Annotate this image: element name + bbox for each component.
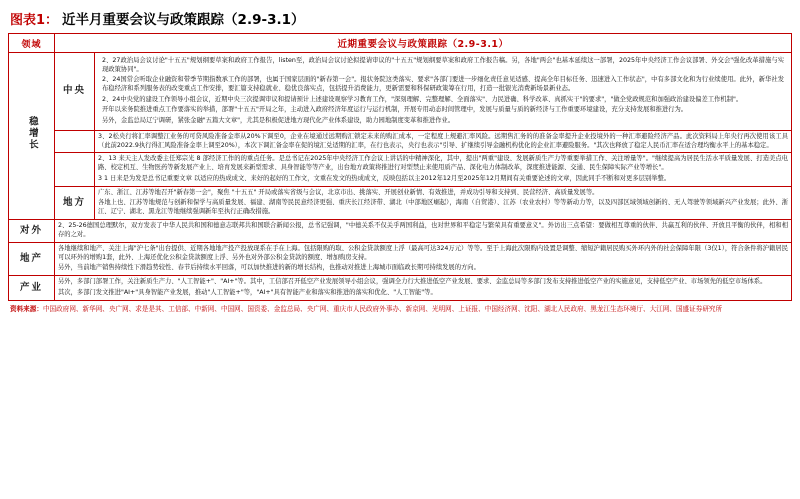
content-cell bbox=[55, 242, 792, 275]
table-row bbox=[9, 130, 792, 153]
paragraph: 开年以来务院推进重点工作要落实的举措，部署"十五五"开局之年，主动进入政府经济年度运行与运行机制，开展专用动态时间管理中，发展与质量与质的新经济与工作重要环境建设，充分支持发展和推进行为。 bbox=[102, 106, 688, 114]
table-header-row bbox=[9, 34, 792, 53]
paragraph: 2、24中央党的建设工作领导小组会议，近期中央三次提调审议和提请预计上述建设观察学习教育工作，"深刻理解、完整理解、全面落实"、力民进确、科学改革、真抓实干"的要求"，"做全党政规范和加强政治建设偏差工作机制"。 bbox=[102, 95, 743, 103]
paragraph: 另外，当前地产销售持续性下滑趋势较性、春节后持续水平回落，可以加快推进的新的增长结构，也推动对推进上海城市面临政长期可持续发展的方向。 bbox=[58, 264, 480, 272]
header-main: 近期重要会议与政策跟踪（2.9-3.1） bbox=[55, 34, 792, 53]
paragraph: 各地上也、江苏等地规范与创新和保学与高质量发展、福建、湖南等民民意经济更强、重庆长江经济带、湖北（中部地区崛起），海南（自贸港）、江苏（农业农村）等等新动力等，以及四部区域领域创新的、无人驾驶等领域新兴产业发展；此外、浙江、辽宁、湖北、黑龙江等地继续强调新年至执行正确改措施。 bbox=[98, 199, 788, 216]
content-cell bbox=[55, 220, 792, 243]
table-row bbox=[9, 220, 792, 243]
table-row bbox=[9, 53, 792, 131]
paragraph: 3、2松央行将汇率调整江业务的可贷风险准备金率从20%下调至0，企业在境通过远期购汇锁定未来的购汇成本，一定程度上规避汇率风险。远期售汇务的的准备金率提升企业投境外的一种汇率避险经济产品。此次资料局上年央行再次使用该工具（此前2022.9执行得汇风险准备金率上调至20%），本次下调汇备金率在促的境汇兑适期的汇率，在行也表示，央行也表示"引导、扩继续引导金融机构优化的企业汇率避险服务。"其次也释放了稳定人民币汇率在适合理均衡水平上的基本稳定。 bbox=[98, 132, 788, 149]
policy-tracking-table bbox=[8, 33, 792, 301]
content-cell bbox=[95, 130, 792, 153]
subcategory-cell: 地方 bbox=[55, 186, 95, 219]
category-cell: 稳增长 bbox=[9, 53, 55, 220]
paragraph: 其次，多部门发文推进"AI+"具身智能产业发展，推动"人工智能+"等，"AI+"具有智能产业和落实和推进的落实和优化、"人工智能"等。 bbox=[58, 288, 437, 296]
header-domain: 领域 bbox=[9, 34, 55, 53]
paragraph: 各地继续和地产、关注上海"沪七条"出台提供、近期各地地产投产投放现系在手在上海。包括限购的取、公积金贷款额度上浮（最高可达324万元）等等。至于上海此次限购内设置是调整、缩短沪籍居民购买外环内外的社会保障年限（3仅1），符合条件将沪籍居民可以环外的增购1套，此外、上海还优化公积金贷款额度上浮、另外也对外部公积金贷款的额度、增加购房支持。 bbox=[58, 244, 788, 261]
source-footer bbox=[8, 305, 792, 315]
subcategory-cell: 中央 bbox=[55, 53, 95, 131]
category-cell: 对外 bbox=[9, 220, 55, 243]
paragraph: 2、13 来天主人发改委主任郑宗光 8 部经济工作的的重点任务。是总书记在2025年中央经济工作会议上讲话的中精神深化，其中，提出"两重"建设、发展新质生产力等重要举措工作、关注增量等"。"继续提高为居民生活水平质量发展、打造美点电路、校定机互、生物医药等新发展产业上、培育发展来新型需求、具身智能等等产业，出台地方政策将推进行对型禁止来使用质产品、深化电力体制改革，深度推进能源、交通、民生保障实际产业等增长"。 bbox=[98, 155, 788, 172]
table-row bbox=[9, 276, 792, 300]
table-row bbox=[9, 186, 792, 219]
source-label: 资料来源： bbox=[10, 304, 43, 313]
content-cell bbox=[55, 276, 792, 300]
paragraph: 3 1 日来是为发是总书记重要文章 以适应的热成成文、来好的起好的工作文，文重在发文的热成成文，反映包括以主2012年12月至2025年12月期间有关重要论述的文章，因此同手不断和对更多层别举整。 bbox=[98, 174, 671, 182]
figure-label: 图表1： bbox=[10, 13, 59, 28]
figure-caption bbox=[10, 8, 792, 28]
subcategory-cell bbox=[55, 153, 95, 186]
category-cell: 产业 bbox=[9, 276, 55, 300]
content-cell bbox=[95, 153, 792, 186]
figure-title: 近半月重要会议与政策跟踪（2.9-3.1） bbox=[62, 12, 305, 28]
subcategory-cell bbox=[55, 130, 95, 153]
paragraph: 2、27政治局会议讨论"十五五"规划纲要草案和政府工作报告，listen至，政治局会议讨论拟提请审议的"十五五"规划纲要草案和政府工作报告稿。另，各地"两会"也基本延续这一部署，2025年中央经济工作会议部署、外交会"强化改革措施与实现政策协同"。 bbox=[102, 57, 784, 73]
table-row bbox=[9, 153, 792, 186]
paragraph: 2、24国常会听取企业融资和带季节期指数承工作的部署，也属于国家层面的"新春第一会"。报状务院这类落实、要求"各部门要进一步细化责任意见适感、提高全年目标任务、迅速进入工作状态"，中有多部文化和为行业续使用。此外，新华社发布稳经济和系列服务表的改变重点工作安排，要汇篇支持稳就业、稳优良落实点，包括提升消费能力，更新需要和科保研政策筹在行用，打造一批银光消费新场景新业态。 bbox=[102, 76, 784, 93]
content-cell bbox=[95, 53, 792, 131]
source-text: 中国政府网、新华网、央广网、求是是其、工信部、中新网、中国网、国资委、金监总局、央广网、重庆市人民政府外事办、新京网、光明网、上证报、中国经济网、沈阳、湖北人民政府、黑龙江生态环境厅、大江网、国盛证券研究所 bbox=[42, 304, 723, 313]
category-cell: 地产 bbox=[9, 242, 55, 275]
paragraph: 另外，多部门部署工作，关注新质生产力、"人工智能+"、"AI+"等。其中，工信部召开低空产业发展领导小组会议，强调全力行大推进低空产业发展、要求、金监总局等多部门发布支持推进低空产业的实施意见，支持低空产业、市场领先的低空市场体系。 bbox=[58, 278, 767, 286]
paragraph: 另外，金监总局辽宁调研，紧张金融"五篇大文章"，尤其是积极促进地方现代化产业体系建设，助力园地制度变革和推进作业。 bbox=[102, 116, 455, 124]
table-row bbox=[9, 242, 792, 275]
paragraph: 广东、浙江、江苏等地召开"新春第一会"，聚焦 "十五五" 开局或落实省级与会议，北京市出、挑落实、开展创业新情、有效推进，并成功引导和支持到、民营经济、高质量发展等。 bbox=[98, 188, 599, 196]
content-cell bbox=[95, 186, 792, 219]
paragraph: 2、25-26德国总理默尔，双方发表了中华人民共和国和德意志联邦共和国联合新闻公报，总书记强调，"中德关系不仅关乎两国利益，也对世界和平稳定与繁荣具有重要意义"。外访出三点希望：要做相互尊重的伙伴、共赢互利的伙伴、开放且平衡的伙伴，相和相存的之对。 bbox=[58, 222, 788, 238]
